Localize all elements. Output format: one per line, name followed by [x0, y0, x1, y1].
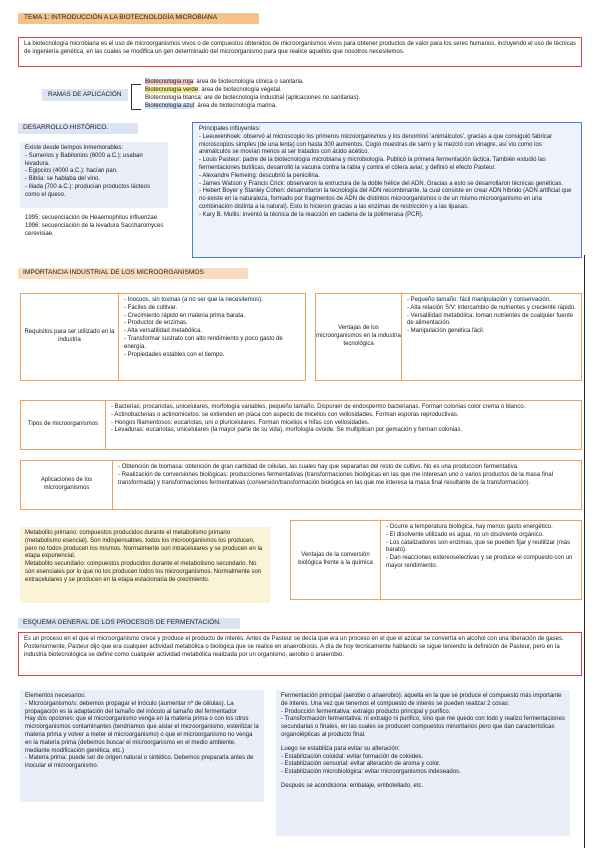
influencer-item: - James Watson y Francis Crick: observaron la estructura de la doble hélice del ADN. Gracias a esto se desarrollaron técnicas genéticas. [199, 180, 563, 187]
type-item: - Hongos filamentosos: eucariotas, uni o pluricelulares. Forman micelios e hifas con vellosidades. [111, 419, 370, 426]
influencer-item: - Hebert Boyer y Stanley Cohen: desarrollaron la tecnología del ADN recombinante, la cual consiste en crear ADN híbrido (ADN artificial que no existe en la naturaleza, formado por fragmentos de ADN de distintos microorganismos o de un mismo microorganismo en una combinación distinta a la natural). Esto lo hicieron gracias a las enzimas de restricción y a las lipasas. [199, 188, 572, 210]
advantage-item: - Versatilidad metabólica: toman nutrientes de cualquier fuente de alimentación. [407, 312, 574, 327]
industrial-label: IMPORTANCIA INDUSTRIAL DE LOS MICROORGANISMOS [18, 268, 248, 279]
bio-conversion-item: - Los catalizadores son enzimas, que se pueden fijar y reutilizar (más barato). [386, 539, 571, 554]
bio-conversion-item: - Dan reacciones estereoselectivas y se produce el compuesto con un mayor rendimiento. [386, 555, 573, 569]
history-line: - Iliada (700 a.C.): producían productos lácteos como el queso. [25, 183, 151, 198]
metabolism-item: Metabolito primario: compuestos producidos durante el metabolismo primario (metabolismo esencial). Son indispensables, todos los microorganismos los producen, pero no todos producen los mismos. Normalmente son intracelulares y se producen en la etapa exponencial. [25, 530, 263, 560]
requirements-title: Requisitos para ser utilizado en la industria [20, 293, 118, 381]
elements-panel [20, 690, 264, 802]
branches-label: RAMAS DE APLICACIÓN [42, 89, 128, 101]
influencer-item: - Louis Pasteur: padre de la biotecnología microbiana y microbiología. Publicó la primera fermentación láctica. También estudió las fermentaciones butílicas, desarrolló la vacuna contra la rabia y contra el cólera aviar, y definió el efecto Pasteur. [199, 157, 546, 171]
history-line: Existe desde tiempos inmemorables: [25, 145, 124, 151]
history-line: - Egipcios (4000 a.C.): hacían pan. [25, 168, 118, 175]
requirement-item: - Crecimiento rápido en materia prima barata. [124, 312, 246, 319]
history-label: DESARROLLO HISTÓRICO. [18, 123, 138, 134]
metabolism-item: Metabolito secundario: compuestos producidos durante el metabolismo secundario. No son esenciales por lo que no los producen todos los microorganismos. Normalmente son extracelulares y se producen en la etapa estacionaria de crecimiento. [25, 561, 262, 583]
requirement-item: - Inocuos, sin toxinas (a no ser que la necesitemos). [124, 297, 263, 303]
main-line: - Producción fermentativa: extraigo producto principal y purifico. [281, 708, 451, 715]
application-item: - Obtención de biomasa: obtención de gran cantidad de células, las cuales hay que separarlas del resto de cultivo. No es una produccion fermentativa. [118, 464, 519, 470]
definition-text: La biotecnología microbiana es el uso de microorganismos vivos o de compuestos obtenidos de microorganismos vivos para obtener productos de valor para los seres humanos, incluyendo el uso de técnicas de ingeniería genética, en las cuales se modifica un gen determinado del microorganismo para que realice aquellos que nosotros necesitemos. [24, 41, 576, 55]
requirement-item: - Alta versatilidad metabólica. [124, 328, 203, 335]
branches-list [145, 78, 445, 110]
main-line: - Estabilización microbiológica: evitar microorganismos indeseados. [281, 769, 461, 776]
history-ancient-panel [20, 142, 168, 208]
types-list [105, 400, 582, 450]
fermentation-intro-text: Es un proceso en el que el microorganismo crece y produce el producto de interés. Antes de Pasteur se decía que era un proceso en el que el azúcar se convertía en alcohol con una liberación de gases. Posteriormente, Pasteur dijo que era cualquier actividad metabólica o biológica que se realice en anaerobiosis. A día de hoy tecnicamente hablando se sigue teniendo la definición de Pasteur, pero en la industria biotecnológica se define como cualquier actividad metabólica realizada por un organismo, aerobio o anaerobio. [24, 636, 564, 658]
requirements-list [118, 293, 306, 381]
advantages-list [401, 293, 582, 381]
history-line: - Biblia: se hablaba del vino. [25, 176, 101, 183]
main-line: - Transformación fermentativa: ni extraigo ni purifico, sino que me quedo con todo y realizo fermentaciones secundarias o finales, en las cuales se producen compuestos minoritarios pero que dan características organolépticas al producto final. [281, 716, 565, 738]
advantage-item: - Alta relación S/V: intercambio de nutrientes y creciente rápido. [407, 304, 576, 311]
requirement-item: - Propiedades estables con el tiempo. [124, 351, 225, 358]
advantage-item: - Manipulación genética fácil. [407, 328, 485, 335]
topic-title: TEMA 1: INTRODUCCIÓN A LA BIOTECNOLOGÍA MICROBIANA [18, 13, 259, 24]
requirement-item: - Fáciles de cultivar. [124, 304, 178, 311]
type-item: - Actinobacterias o actinomicetos: se extienden en placa con aspecto de micelios con vellosidades. Forman esporas reproductivas. [111, 411, 459, 418]
types-title: Tipos de microorganismos [20, 400, 105, 450]
bio-conversion-item: - El disolvente utilizado es agua, no un disolvente orgánico. [386, 531, 544, 538]
main-fermentation-panel [276, 690, 570, 836]
influencers-title: Principales influyentes: [199, 126, 261, 132]
main-line: Fermentación principal (aerobio o anaerobio): aquella en la que se produce el compuesto más importante de interés. Una vez que tenemos el compuesto de interés se pueden realizar 2 cosas: [281, 693, 562, 707]
main-line: Luego se estabiliza para evitar su alteración: [281, 745, 400, 752]
type-item: - Levaduras: eucariotas, unicelulares (la mayor parte de su vida), morfología ovoide. Se multiplican por gemación y forman colonias. [111, 427, 463, 434]
type-item: - Bacterias: procariotas, unicelulares, morfología variables, pequeño tamaño. Disponen de endospermo bacterianas. Forman colonias color crema o blanco. [111, 404, 526, 410]
main-line: Después se acondiciona: embalaje, embotellado, etc. [281, 782, 424, 789]
definition-box [18, 37, 582, 67]
history-line: - Sumerios y Babilonios (6000 a.C.): usaban levadura. [25, 152, 143, 167]
requirement-item: - Productor de enzimas. [124, 320, 188, 327]
branch-white: Biotecnología blanca: are de biotecnología industrial (aplicaciones no sanitarias). [145, 95, 361, 102]
branch-green: Biotecnología verde: área de biotecnología vegetal. [145, 87, 282, 94]
application-item: - Realización de conversiones biológicas: producciones fermentativas (transformaciones biológicas en las que me interesan uno o varios productos de la masa final transformada) y transformaciones fermentativas (conversión/transformación biológica en las que me interesa la masa final resultante de la transformación). [118, 471, 553, 486]
requirement-item: - Transformar sustrato con alto rendimiento y poco gasto de energía. [124, 335, 283, 350]
influencer-item: - Leeuwenhoek: observó al microscopio los primeros microorganismos y los denominó 'animálculos', gracias a que consiguió fabricar microscopios simples (de una lenta) con hasta 300 aumentos. Cogió muestras de sarro y la mezcló con vinagre, así vio como los animálculos se movían menos al ser tratados con ácido acético. [199, 133, 553, 156]
branch-red: Biotecnología roja: área de biotecnología clínica o sanitaria. [145, 79, 304, 85]
advantages-title: Ventajas de los microorganismos en la industria tecnológica [315, 293, 401, 381]
history-line: 1996: secuenciación de la levadura Saccharomyces cerevisiae. [25, 222, 164, 237]
advantage-item: - Pequeño tamaño: fácil manipulación y conservación. [407, 297, 551, 303]
main-line: - Estabilización sensorial: evitar alteración de aroma y color. [281, 761, 441, 768]
influencer-item: - Kary B. Mullis: inventó la técnica de la reacción en cadena de la polimerasa (PCR). [199, 211, 424, 218]
bio-conversion-list [380, 520, 582, 600]
branches-brace [131, 84, 141, 110]
elements-line: - Microorganismo/s: debemos propagar el inóculo (aumentar nº de células). La propagación es la adaptación del tamaño del inóculo al tamaño del fermentador [25, 700, 237, 715]
branch-blue: Biotecnología azul: área de biotecnología marina. [145, 103, 277, 110]
influencer-item: - Alexandre Flemeing: descubrió la penicilina. [199, 172, 320, 179]
metabolism-panel [20, 527, 270, 603]
history-sequencing [25, 215, 175, 238]
history-line: 1995: secuenciación de Heaemophilus influenzae. [25, 215, 159, 221]
elements-line: - Materia prima: puede ser de origen natural o sintético. Debemos prepararla antes de inocular el microorganismo. [25, 755, 254, 770]
page-edge-line [584, 255, 585, 848]
elements-line: Hay dos opciones: que el microorganismo venga en la materia prima o con los otros microorganismos contaminantes (tendríamos que aislar el microorganismo, esterilizar la materia prima y volver a meter el microorganismo) o que el microorganismo no venga en la materia prima (debemos buscar el microorganismo en el medio ambiente, mediante modificación genética, etc.) [25, 716, 259, 754]
applications-title: Aplicaciones de los microorganismos [20, 460, 112, 510]
bio-conversion-item: - Ocurre a temperatura biológica, hay menos gasto energético. [386, 524, 553, 530]
fermentation-intro-box [18, 632, 582, 676]
main-line: - Estabilización coloidal: evitar formación de coloides. [281, 753, 424, 760]
applications-list [112, 460, 582, 510]
bio-conversion-title: Ventajas de la conversión biológica frente a la química [290, 520, 380, 600]
elements-line: Elementos necesarios: [25, 693, 86, 699]
influencers-box [192, 122, 582, 258]
fermentation-label: ESQUEMA GENERAL DE LOS PROCESOS DE FERMENTACIÓN. [18, 618, 240, 629]
